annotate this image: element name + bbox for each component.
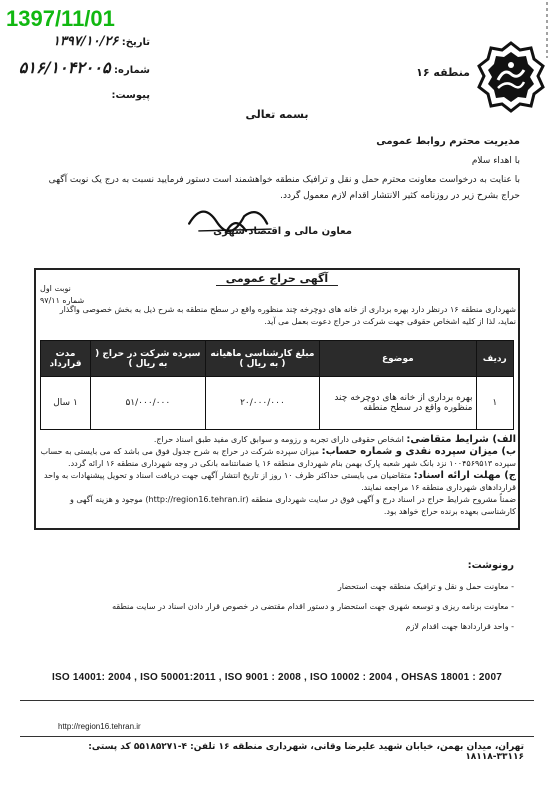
number-value: ۵۱۶/۱۰۴۲۰۰۵: [18, 58, 111, 77]
cell-duration: ۱ سال: [41, 377, 91, 430]
letter-addressee: مدیریت محترم روابط عمومی: [376, 136, 520, 147]
header-duration: مدت قرارداد: [41, 341, 91, 377]
copy-item: - واحد قراردادها جهت اقدام لازم: [406, 622, 514, 631]
tehran-municipality-logo: [476, 40, 546, 114]
attachment-row: [40, 90, 150, 101]
cell-subject: بهره برداری از خانه های دوچرخه چند منظوره واقع در سطح منطقه: [320, 377, 476, 430]
footer-divider: [20, 736, 534, 737]
copy-item: - معاونت برنامه ریزی و توسعه شهری جهت استحضار و دستور اقدام مقتضی در خصوص قرار دادن اسناد در سایت منطقه: [112, 602, 514, 611]
notice-conditions: [40, 434, 516, 518]
condition-item: ج) مهلت ارائه اسناد: متقاضیان می بایستی حداکثر ظرف ۱۰ روز از تاریخ انتشار آگهی جهت دریافت اسناد و تحویل پیشنهادات به واحد قراردادهای شهرداری منطقه ۱۶ مراجعه نمایند.: [43, 470, 516, 492]
footer-divider: [20, 700, 534, 701]
date-value: ۱۳۹۷/۱۰/۲۶: [52, 34, 119, 49]
date-row: [40, 34, 150, 49]
copies-title: رونوشت:: [467, 560, 514, 571]
number-row: [6, 58, 150, 77]
letter-body: با عنایت به درخواست معاونت محترم حمل و نقل و ترافیک منطقه خواهشمند است دستور فرمایید نسبت به درج یک نوبت آگهی حراج بشرح زیر در روزنامه کثیر الانتشار اقدام لازم معمول گردد.: [48, 175, 520, 201]
condition-item: ب) میزان سپرده نقدی و شماره حساب: میزان سپرده شرکت در حراج به شرح جدول فوق می باشد که می بایستی به حساب سپرده ۱۰۰۴۵۶۹۵۱۳ نزد بانک شهر شعبه پارک بهمن بنام شهرداری منطقه ۱۶ یا ضمانتنامه بانکی در وجه شهرداری منطقه ۱۶ ارائه گردد.: [40, 446, 516, 468]
cell-expert-price: ۲۰/۰۰۰/۰۰۰: [205, 377, 320, 430]
header-deposit: سپرده شرکت در حراج ( به ریال ): [91, 341, 206, 377]
header-expert-price: مبلغ کارشناسی ماهیانه ( به ریال ): [205, 341, 320, 377]
website-link[interactable]: http://region16.tehran.ir: [58, 722, 141, 731]
notice-title: آگهی حراج عمومی: [34, 272, 520, 285]
header-subject: موضوع: [320, 341, 476, 377]
table-row: [41, 377, 514, 430]
condition-item: الف) شرایط متقاضی: اشخاص حقوقی دارای تجربه و رزومه و سوابق کاری مفید طبق اسناد حراج.: [153, 434, 516, 445]
notice-intro: شهرداری منطقه ۱۶ درنظر دارد بهره برداری از خانه های دوچرخه چند منظوره واقع در سطح منطقه به شرح ذیل به بخش خصوصی واگذار نماید، لذا از کلیه اشخاص حقوقی جهت شرکت در حراج دعوت بعمل می آید.: [59, 305, 516, 326]
auction-table: [40, 340, 514, 430]
table-header-row: [41, 341, 514, 377]
cell-deposit: ۵۱/۰۰۰/۰۰۰: [91, 377, 206, 430]
footer-address: تهران، میدان بهمن، خیابان شهید علیرضا وقانی، شهرداری منطقه ۱۶ تلفن: ۴-۵۵۱۸۵۲۷۱ کد پستی: ۳۳۱۱۶-۱۸۱۱۸: [88, 742, 524, 762]
attachment-label: پیوست:: [111, 90, 150, 101]
iso-certifications: ISO 14001: 2004 , ISO 50001:2011 , ISO 9001 : 2008 , ISO 10002 : 2004 , OHSAS 18001 : 2007: [52, 672, 502, 683]
cell-row-number: ۱: [476, 377, 514, 430]
header-row-number: ردیف: [476, 341, 514, 377]
date-label: تاریخ:: [121, 37, 150, 48]
notice-turn: نوبت اول: [40, 284, 71, 293]
region-title: منطقه ۱۶: [416, 66, 470, 79]
basmala-heading: بسمه تعالی: [245, 108, 309, 121]
condition-item: ضمناً مشروح شرایط حراج در اسناد درج و آگهی فوق در سایت شهرداری منطقه (http://region16.tehran.ir) موجود و هزینه آگهی و کارشناسی بعهده برنده حراج خواهد بود.: [69, 495, 516, 516]
notice-number: شماره ۹۷/۱۱: [40, 296, 85, 305]
letter-signer: معاون مالی و اقتصاد شهری: [213, 226, 352, 237]
number-label: شماره:: [114, 65, 150, 76]
copy-item: - معاونت حمل و نقل و ترافیک منطقه جهت استحضار: [338, 582, 514, 591]
letter-greeting: با اهداء سلام: [471, 156, 520, 166]
stamp-date: 1397/11/01: [6, 6, 115, 31]
